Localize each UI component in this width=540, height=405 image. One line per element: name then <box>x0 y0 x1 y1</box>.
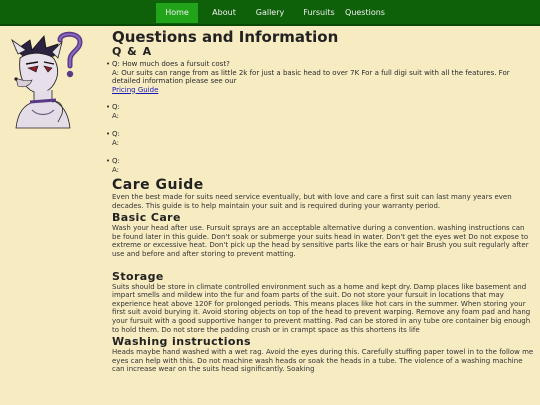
bullet-icon: • <box>106 157 111 165</box>
basic-care-text: Wash your head after use. Fursuit sprays are an acceptable alternative during a convention. washing instructions can be found later in this guide. Don't soak or submerge your suits head in water. Don't get the eyes wet Do not expose to extreme or excessive heat. Don't pick up the head by sensitive parts like the ears or hair Brush you suit regularly after use and before and after storing to prevent matting. <box>112 224 529 258</box>
faq-item <box>106 60 534 94</box>
nav-home[interactable]: Home <box>156 3 198 23</box>
bullet-icon: • <box>106 103 111 111</box>
faq-question: Q: How much does a fursuit cost? <box>112 60 230 68</box>
faq-question: Q: <box>112 103 120 111</box>
faq-question: Q: <box>112 130 120 138</box>
page-title: Questions and Information <box>112 28 339 46</box>
qa-heading: Q & A <box>112 45 153 58</box>
basic-care-title: Basic Care <box>112 211 181 225</box>
pricing-guide-link[interactable]: Pricing Guide <box>112 85 159 94</box>
nav-about[interactable]: About <box>212 8 236 17</box>
storage-title: Storage <box>112 269 164 283</box>
faq-item <box>106 130 534 147</box>
faq-answer: A: Our suits can range from as little 2k for just a basic head to over 7K For a full digi suit with all the features. For detailed information please see our Pricing Guide <box>112 68 510 94</box>
washing-title: Washing instructions <box>112 335 251 349</box>
faq-item <box>106 157 534 174</box>
main-content <box>106 28 534 405</box>
nav-fursuits[interactable]: Fursuits <box>303 8 335 17</box>
top-navbar <box>0 0 540 26</box>
faq-list <box>106 60 534 174</box>
bullet-icon: • <box>106 60 111 68</box>
faq-answer: A: <box>112 165 120 174</box>
faq-answer: A: <box>112 111 120 120</box>
nav-gallery[interactable]: Gallery <box>255 8 285 17</box>
washing-text: Heads maybe hand washed with a wet rag. Avoid the eyes during this. Carefully stuffing paper towel in to the follow me eyes can help with this. Do not machine wash heads or soak the heads in a tube. The violence of a washing machine can increase wear on the suits head significantly. Soaking <box>112 348 534 374</box>
care-guide-intro: Even the best made for suits need service eventually, but with love and care a first suit can last many years even decades. This guide is to help maintain your suit and is required during your warranty period. <box>112 193 512 210</box>
nav-questions[interactable]: Questions <box>345 8 385 17</box>
mascot-image <box>8 30 84 128</box>
care-guide-title: Care Guide <box>112 177 204 193</box>
faq-question: Q: <box>112 157 120 165</box>
faq-item <box>106 103 534 120</box>
bullet-icon: • <box>106 130 111 138</box>
storage-text: Suits should be store in climate controlled environment such as a home and kept dry. Damp places like basement and impart smells and mildew into the fur and foam parts of the suit. Do not store your fursuit in locations that may experience heat above 120F for prolonged periods. This means places like hot cars in the summer. When storing your first suit avoid burying it. Avoid storing objects on top of the head to prevent warping. Remove any foam pad and hang your fursuit with a good supportive hanger to prevent matting. Pad can be stored in any tube ore container big enough to hold them. Do not store the padding crush or in crampt space as this shortens its life <box>112 282 531 334</box>
faq-answer: A: <box>112 138 120 147</box>
